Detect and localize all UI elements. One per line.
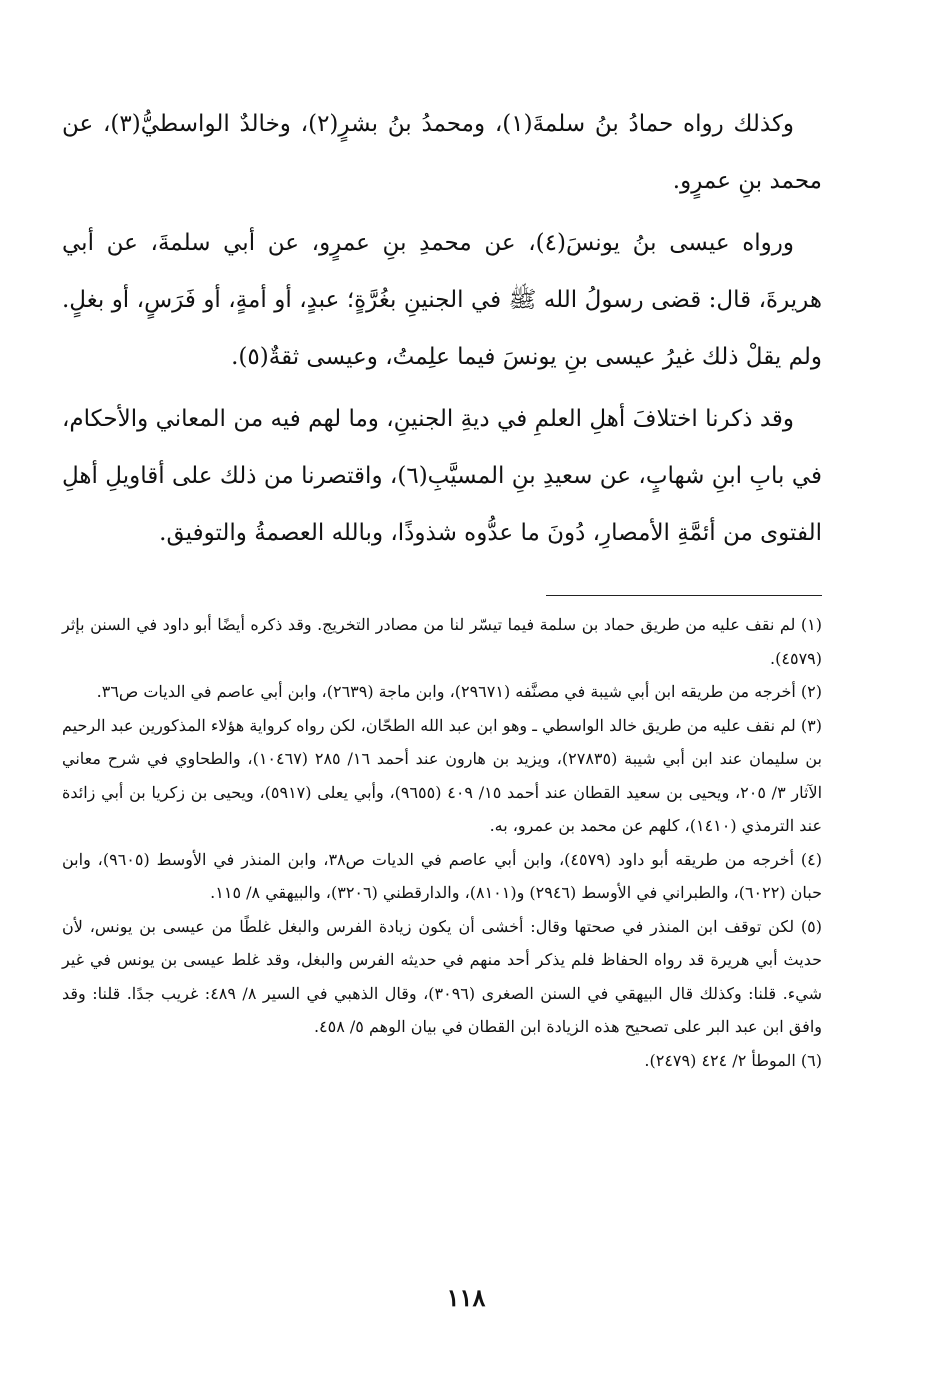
main-paragraph-1: وكذلك رواه حمادُ بنُ سلمةَ(١)، ومحمدُ بنُ بشرٍ(٢)، وخالدٌ الواسطيُّ(٣)، عن محمد بنِ عمرٍو. xyxy=(62,111,822,194)
main-paragraph-2: ورواه عيسى بنُ يونسَ(٤)، عن محمدِ بنِ عمرٍو، عن أبي سلمةَ، عن أبي هريرةَ، قال: قضى رسولُ الله ﷺ في الجنينِ بغُرَّةٍ؛ عبدٍ، أو أمةٍ، أو فَرَسٍ، أو بغلٍ. ولم يقلْ ذلك غيرُ عيسى بنِ يونسَ فيما علِمتُ، وعيسى ثقةٌ(٥). xyxy=(62,230,822,370)
footnotes xyxy=(62,608,822,1077)
footnote-1: (١) لم نقف عليه من طريق حماد بن سلمة فيما تيسّر لنا من مصادر التخريج. وقد ذكره أيضًا أبو داود في السنن بإثر (٤٥٧٩). xyxy=(62,615,822,668)
footnote-6: (٦) الموطأ ٢/ ٤٢٤ (٢٤٧٩). xyxy=(644,1050,822,1070)
footnote-3: (٣) لم نقف عليه من طريق خالد الواسطي ـ وهو ابن عبد الله الطحّان، لكن رواه كرواية هؤلاء المذكورين عبد الرحيم بن سليمان عند ابن أبي شيبة (٢٧٨٣٥)، ويزيد بن هارون عند أحمد ١٦/ ٢٨٥ (١٠٤٦٧)، والطحاوي في شرح معاني الآثار ٣/ ٢٠٥، ويحيى بن سعيد القطان عند أحمد ١٥/ ٤٠٩ (٩٦٥٥)، وأبي يعلى (٥٩١٧)، ويحيى بن زكريا بن أبي زائدة عند الترمذي (١٤١٠)، كلهم عن محمد بن عمرو، به. xyxy=(62,715,823,835)
footnote-2: (٢) أخرجه من طريقه ابن أبي شيبة في مصنَّفه (٢٩٦٧١)، وابن ماجة (٢٦٣٩)، وابن أبي عاصم في الديات ص٣٦. xyxy=(96,682,822,701)
footnote-5: (٥) لكن توقف ابن المنذر في صحتها وقال: أخشى أن يكون زيادة الفرس والبغل غلطًا من عيسى بن يونس، لأن حديث أبي هريرة قد رواه الحفاظ فلم يذكر أحد منهم في حديثه الفرس والبغل، وقد غلط عيسى بن يونس في غير شيء. قلنا: وكذلك قال البيهقي في السنن الصغرى (٣٠٩٦)، وقال الذهبي في السير ٨/ ٤٨٩: غريب جدًا. قلنا: وقد وافق ابن عبد البر على تصحيح هذه الزيادة ابن القطان في بيان الوهم ٥/ ٤٥٨. xyxy=(62,916,822,1036)
main-text xyxy=(62,96,822,562)
page-body xyxy=(62,96,822,1077)
main-paragraph-3: وقد ذكرنا اختلافَ أهلِ العلمِ في ديةِ الجنينِ، وما لهم فيه من المعاني والأحكام، في بابِ ابنِ شهابٍ، عن سعيدِ بنِ المسيَّبِ(٦)، واقتصرنا من ذلك على أقاويلِ أهلِ الفتوى من أئمَّةِ الأمصارِ، دُونَ ما عدُّوه شذوذًا، وبالله العصمةُ والتوفيق. xyxy=(62,406,822,546)
footnote-separator xyxy=(546,595,822,596)
page-number: ١١٨ xyxy=(446,1283,486,1312)
footnote-4: (٤) أخرجه من طريقه أبو داود (٤٥٧٩)، وابن أبي عاصم في الديات ص٣٨، وابن المنذر في الأوسط (٩٦٠٥)، وابن حبان (٦٠٢٢)، والطبراني في الأوسط (٢٩٤٦) و(٨١٠١)، والدارقطني (٣٢٠٦)، والبيهقي ٨/ ١١٥. xyxy=(62,849,823,902)
